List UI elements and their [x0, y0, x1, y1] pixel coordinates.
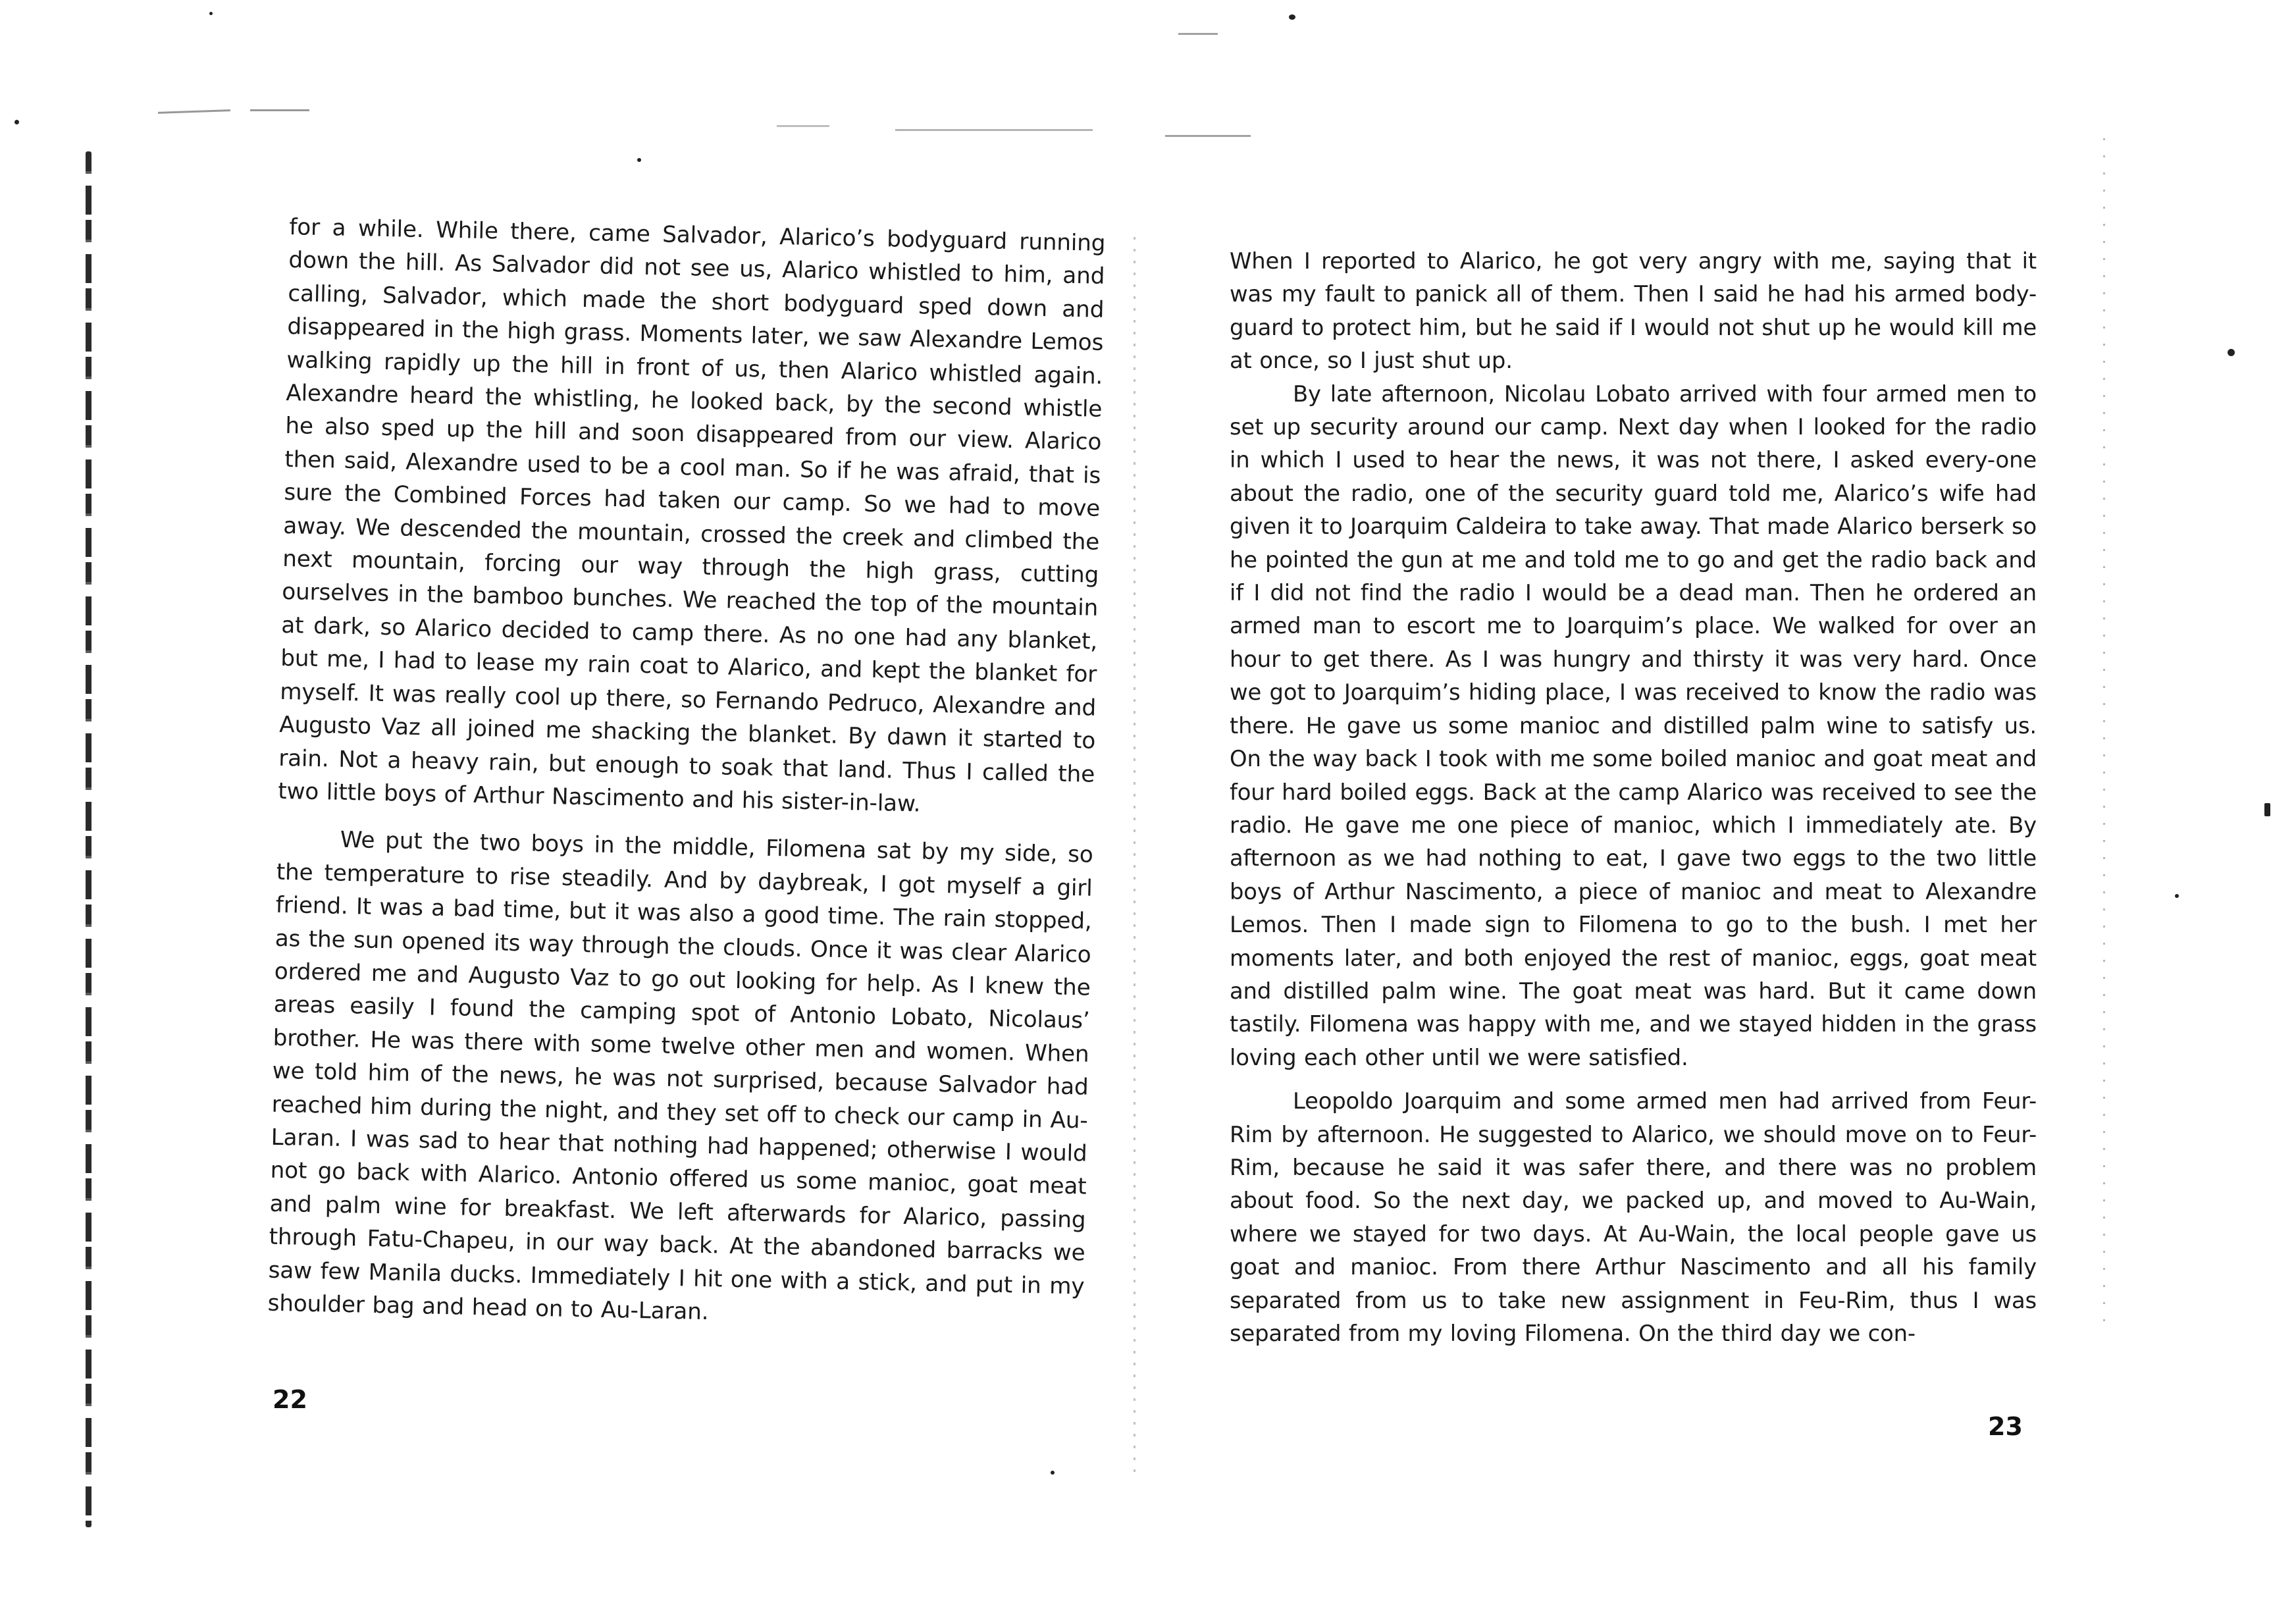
scan-mark	[777, 125, 829, 127]
scan-mark	[1178, 33, 1218, 35]
right-paragraph-3: Leopoldo Joarquim and some armed men had arrived from Feur-Rim by afternoon. He suggested to Alarico, we should move on to Feur-Rim, because he said it was safer there, and there was no problem about food. So the next day, we packed up, and moved to Au-Wain, where we stayed for two days. At Au-Wain, the local people gave us goat and manioc. From there Arthur Nascimento and all his family separated from us to take new assignment in Feu-Rim, thus I was separated from my loving Filomena. On the third day we con-	[1230, 1088, 2037, 1346]
page-gutter	[1134, 237, 1135, 1475]
scan-speck	[2228, 349, 2235, 356]
scan-mark	[158, 109, 230, 114]
scan-mark	[1165, 135, 1251, 137]
scan-mark	[895, 129, 1093, 131]
scan-speck	[637, 158, 641, 162]
left-page-number: 22	[273, 1385, 307, 1414]
right-page-number: 23	[1988, 1412, 2023, 1441]
scan-speck	[1289, 14, 1295, 20]
right-page	[1230, 245, 2037, 1350]
scan-speck	[209, 12, 213, 15]
left-paragraph-2: We put the two boys in the middle, Filomena sat by my side, so the temperature to rise steadily. And by daybreak, I got myself a girl friend. It was a bad time, but it was also a good time. The rain stopped, as the sun opened its way through the clouds. Once it was clear Alarico ordered me and Augusto Vaz to go out looking for help. As I knew the areas easily I found the camping spot of Antonio Lobato, Nicolaus’ brother. He was there with some twelve other men and women. When we told him of the news, he was not surprised, because Salvador had reached him during the night, and they set off to check our camp in Au-Laran. I was sad to hear that nothing had happened; otherwise I would not go back with Alarico. Antonio offered us some manioc, goat meat and palm wine for breakfast. We left afterwards for Alarico, passing through Fatu-Chapeu, in our way back. At the abandoned barracks we saw few Manila ducks. Immediately I hit one with a stick, and put in my shoulder bag and head on to Au-Laran.	[267, 827, 1093, 1326]
scan-speck	[1051, 1471, 1055, 1475]
right-paragraph-1: When I reported to Alarico, he got very angry with me, saying that it was my fault to panick all of them. Then I said he had his armed body-guard to protect him, but he said if I would not shut up he would kill me at once, so I just shut up.	[1230, 248, 2037, 374]
scan-speck	[2264, 803, 2270, 816]
right-paragraph-2: By late afternoon, Nicolau Lobato arrived with four armed men to set up security around our camp. Next day when I looked for the radio in which I used to hear the news, it was not there, I asked every-one about the radio, one of the security guard told me, Alarico’s wife had given it to Joarquim Caldeira to take away. That made Alarico berserk so he pointed the gun at me and told me to go and get the radio back and if I did not find the radio I would be a dead man. Then he ordered an armed man to escort me to Joarquim’s place. We walked for over an hour to get there. As I was hungry and thirsty it was very hard. Once we got to Joarquim’s hiding place, I was received to know the radio was there. He gave us some manioc and distilled palm wine to satisfy us. On the way back I took with me some boiled manioc and goat meat and four hard boiled eggs. Back at the camp Alarico was received to see the radio. He gave me one piece of manioc, which I immediately ate. By afternoon as we had nothing to eat, I gave two eggs to the two little boys of Arthur Nascimento, a piece of manioc and meat to Alexandre Lemos. Then I made sign to Filomena to go to the bush. I met her moments later, and both enjoyed the rest of manioc, eggs, goat meat and distilled palm wine. The goat meat was hard. But it came down tastily. Filomena was happy with me, and we stayed hidden in the grass loving each other until we were satisfied.	[1230, 381, 2037, 1070]
page-edge	[2103, 138, 2105, 1336]
binding-edge	[86, 151, 91, 1527]
scan-speck	[14, 120, 19, 124]
left-paragraph-1: for a while. While there, came Salvador, Alarico’s bodyguard running down the hill. As Salvador did not see us, Alarico whistled to him, and calling, Salvador, which made the short bodyguard sped down and disappeared in the high grass. Moments later, we saw Alexandre Lemos walking rapidly up the hill in front of us, then Alarico whistled again. Alexandre heard the whistling, he looked back, by the second whistle he also sped up the hill and soon disappeared from our view. Alarico then said, Alexandre used to be a cool man. So if he was afraid, that is sure the Combined Forces had taken our camp. So we had to move away. We descended the mountain, crossed the creek and climbed the next mountain, forcing our way through the high grass, cutting ourselves in the bamboo bunches. We reached the top of the mountain at dark, so Alarico decided to camp there. As no one had any blanket, but me, I had to lease my rain coat to Alarico, and kept the blanket for myself. It was really cool up there, so Fernando Pedruco, Alexandre and Augusto Vaz all joined me shacking the blanket. By dawn it started to rain. Not a heavy rain, but enough to soak that land. Thus I called the two little boys of Arthur Nascimento and his sister-in-law.	[277, 213, 1106, 818]
scan-speck	[2175, 894, 2179, 898]
left-page	[267, 211, 1106, 1336]
scan-mark	[250, 109, 309, 111]
